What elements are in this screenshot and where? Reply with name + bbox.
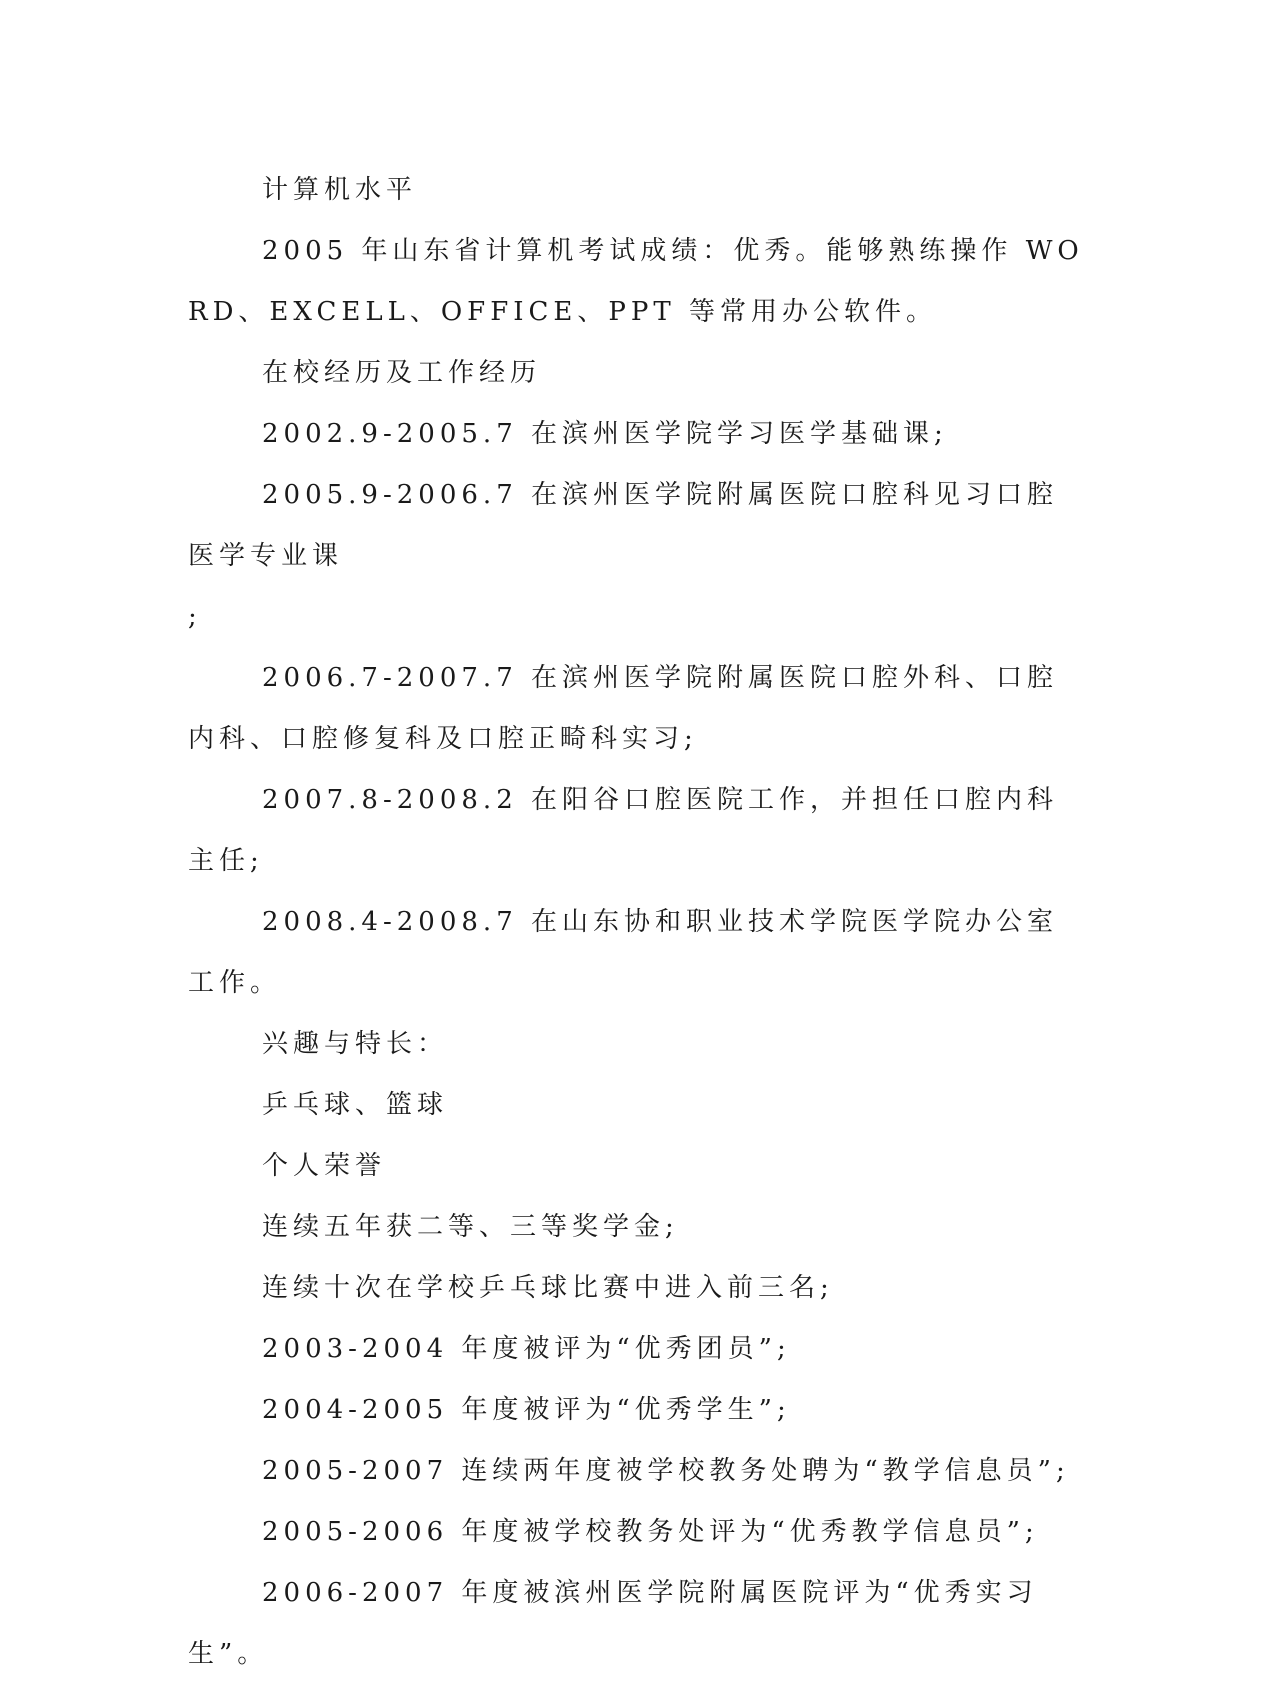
experience-item: 2007.8-2008.2 在阳谷口腔医院工作，并担任口腔内科主任; [188, 785, 1058, 876]
honor-item: 连续五年获二等、三等奖学金; [262, 1212, 679, 1242]
document-body [188, 160, 1088, 1685]
honor-item: 2006-2007 年度被滨州医学院附属医院评为“优秀实习生”。 [188, 1578, 1038, 1669]
experience-item: 2005.9-2006.7 在滨州医学院附属医院口腔科见习口腔医学专业课 [188, 480, 1058, 571]
honor-item: 2005-2006 年度被学校教务处评为“优秀教学信息员”; [262, 1517, 1039, 1547]
honor-item: 连续十次在学校乒乓球比赛中进入前三名; [262, 1273, 834, 1303]
heading-honors: 个人荣誉 [262, 1151, 387, 1181]
heading-interests: 兴趣与特长： [262, 1029, 449, 1059]
honor-item: 2004-2005 年度被评为“优秀学生”; [262, 1395, 791, 1425]
experience-item: 2002.9-2005.7 在滨州医学院学习医学基础课; [262, 419, 948, 449]
heading-computer-skills: 计算机水平 [262, 175, 418, 205]
experience-item-continuation: ; [188, 602, 202, 632]
honor-item: 2005-2007 连续两年度被学校教务处聘为“教学信息员”; [262, 1456, 1070, 1486]
paragraph-computer-exam: 2005 年山东省计算机考试成绩：优秀。能够熟练操作 WORD、EXCELL、OFFICE、PPT 等常用办公软件。 [188, 236, 1084, 327]
experience-item: 2008.4-2008.7 在山东协和职业技术学院医学院办公室工作。 [188, 907, 1058, 998]
experience-item: 2006.7-2007.7 在滨州医学院附属医院口腔外科、口腔内科、口腔修复科及口腔正畸科实习; [188, 663, 1058, 754]
heading-experience: 在校经历及工作经历 [262, 358, 542, 388]
interests-text: 乒乓球、篮球 [262, 1090, 449, 1120]
honor-item: 2003-2004 年度被评为“优秀团员”; [262, 1334, 791, 1364]
